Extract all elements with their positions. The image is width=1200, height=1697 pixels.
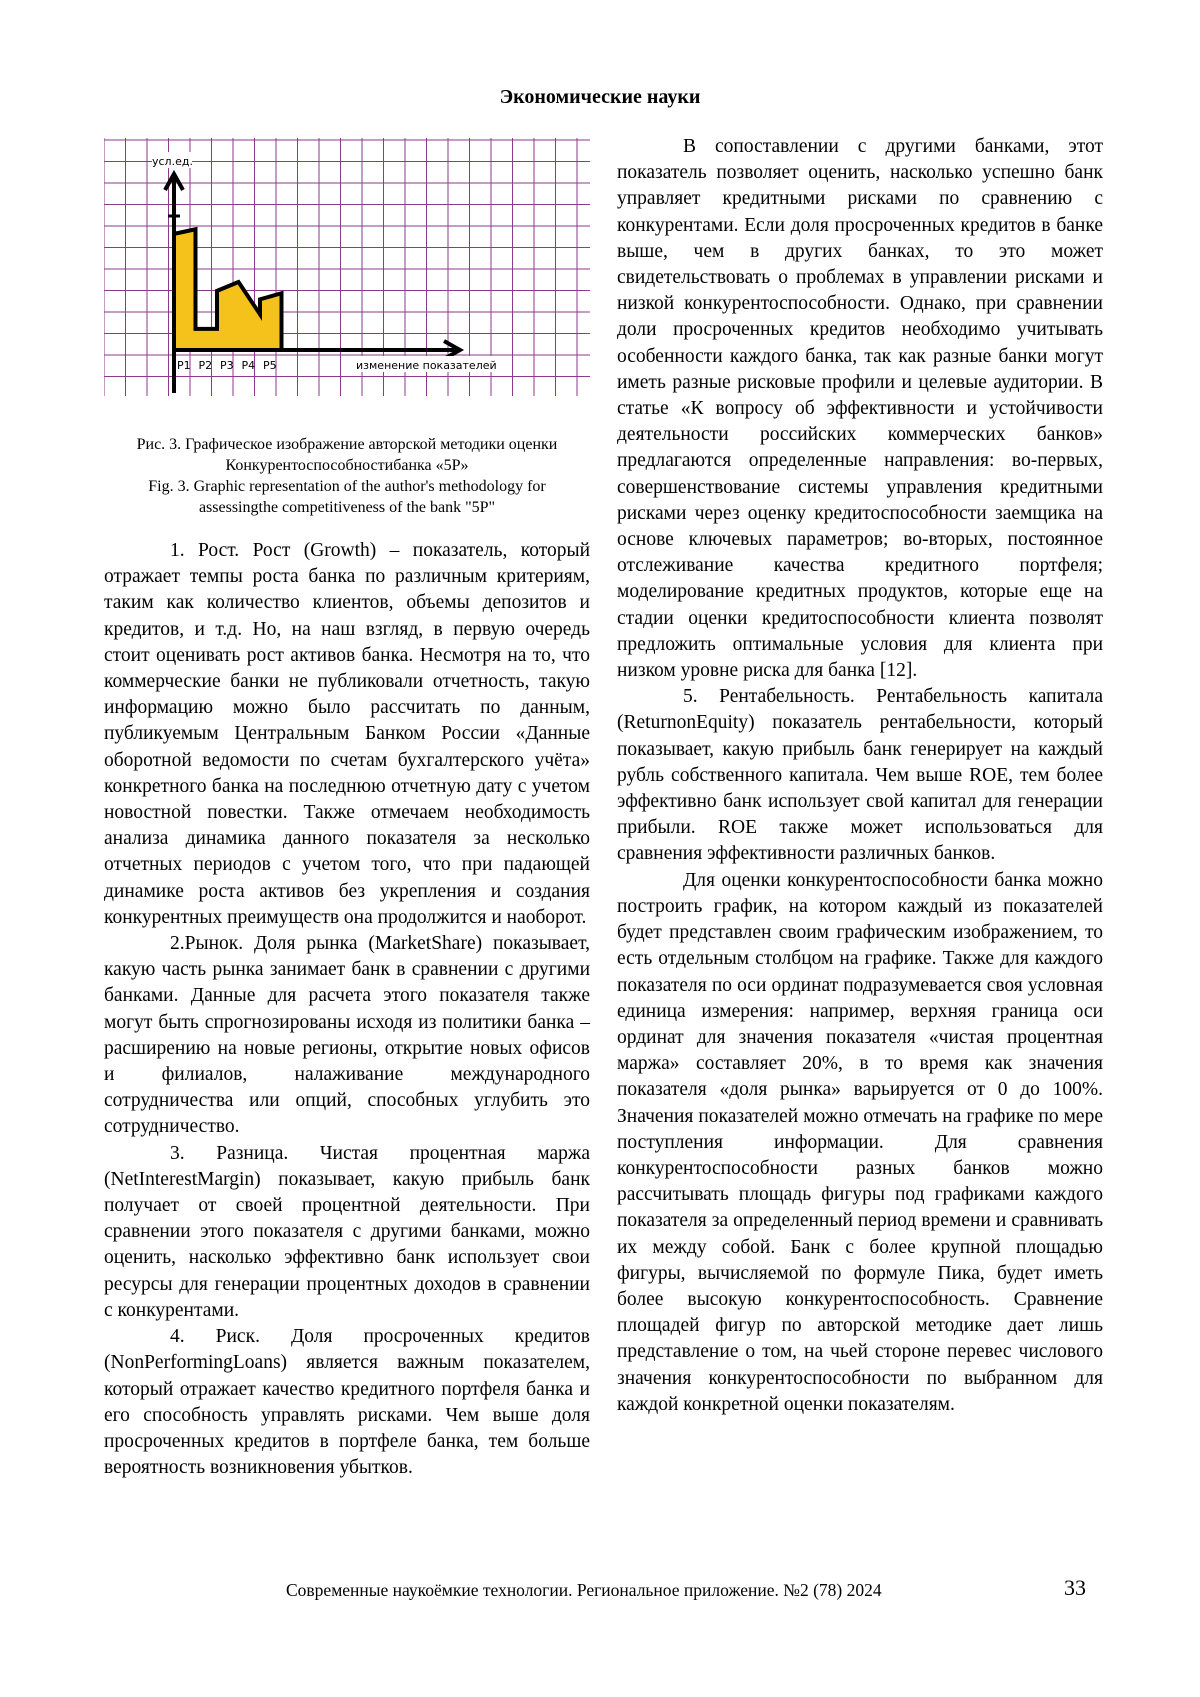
journal-footer: Современные наукоёмкие технологии. Региональное приложение. №2 (78) 2024 (286, 1580, 882, 1600)
paragraph-market: 2.Рынок. Доля рынка (MarketShare) показывает, какую часть рынка занимает банк в сравнении с другими банками. Данные для расчета этого показателя также могут быть спрогнозированы исходя из политики банка – расширению на новые регионы, открытие новых офисов и филиалов, налаживание международного сотрудничества или опций, способных углубить это сотрудничество. (104, 933, 590, 1138)
caption-ru-line1: Рис. 3. Графическое изображение авторской методики оценки (136, 436, 558, 453)
x-tick-label-p2: P2 (198, 359, 213, 372)
x-tick-labels (177, 359, 277, 372)
x-tick-label-p3: P3 (220, 359, 234, 372)
paragraph-growth: 1. Рост. Рост (Growth) – показатель, который отражает темпы роста банка по различным критериям, таким как количество клиентов, объемы депозитов и кредитов, и т.д. Но, на наш взгляд, в первую очередь стоит оценивать рост активов банка. Несмотря на то, что коммерческие банки не публиковали отчетность, такую информацию можно было рассчитать по данным, публикуемым Центральным Банком России «Данные оборотной ведомости по счетам бухгалтерского учёта» конкретного банка на последнюю отчетную дату с учетом новостной повестки. Также отмечаем необходимость анализа динамика данного показателя за несколько отчетных периодов с учетом того, что при падающей динамике роста активов без укрепления и создания конкурентных преимуществ она продолжится и наоборот. (104, 540, 590, 928)
caption-ru-line2: Конкурентоспособностибанка «5P» (225, 457, 469, 474)
caption-en-line2: assessingthe competitiveness of the bank "5P" (198, 499, 496, 516)
section-header: Экономические науки (499, 86, 701, 108)
paragraph-roe: 5. Рентабельность. Рентабельность капитала (ReturnonEquity) показатель рентабельности, который показывает, какую прибыль банк генерирует на каждый рубль собственного капитала. Чем выше ROE, тем более эффективно банк использует свой капитал для генерации прибыли. ROE также может использоваться для сравнения эффективности различных банков. (617, 686, 1103, 865)
figure-caption (104, 434, 590, 518)
page-number: 33 (1064, 1575, 1086, 1600)
caption-en-line1: Fig. 3. Graphic representation of the author's methodology for (148, 478, 546, 495)
right-column (617, 134, 1103, 1418)
paragraph-risk-continued: В сопоставлении с другими банками, этот показатель позволяет оценить, насколько успешно банк управляет кредитными рисками по сравнению с конкурентами. Если доля просроченных кредитов в банке выше, чем в других банках, то это может свидетельствовать о проблемах в управлении рисками и низкой конкурентоспособности. Однако, при сравнении доли просроченных кредитов необходимо учитывать особенности каждого банка, так как разные банки могут иметь разные рисковые профили и целевые аудитории. В статье «К вопросу об эффективности и устойчивости деятельности российских коммерческих банков» предлагаются определенные направления: во-первых, совершенствование системы управления кредитными рисками через оценку кредитоспособности заемщика на основе ключевых параметров; во-вторых, постоянное отслеживание качества кредитного портфеля; моделирование кредитных продуктов, которые еще на стадии оценки кредитоспособности клиента позволят предложить оптимальные условия для клиента при низком уровне риска для банка [12]. (617, 136, 1103, 682)
x-tick-label-p4: P4 (241, 359, 256, 372)
left-column (104, 538, 590, 1481)
y-axis-label: усл.ед. (152, 155, 193, 168)
figure-5p-chart (104, 138, 590, 428)
chart-svg (104, 138, 590, 428)
x-axis-label: изменение показателей (356, 359, 497, 372)
x-tick-label-p1: P1 (177, 359, 191, 372)
paragraph-risk: 4. Риск. Доля просроченных кредитов (NonPerformingLoans) является важным показателем, который отражает качество кредитного портфеля банка и его способность управлять рисками. Чем выше доля просроченных кредитов в портфеле банка, тем больше вероятность возникновения убытков. (104, 1326, 590, 1479)
x-tick-label-p5: P5 (263, 359, 277, 372)
paragraph-margin: 3. Разница. Чистая процентная маржа (NetInterestMargin) показывает, какую прибыль банк получает от своей процентной деятельности. При сравнении этого показателя с другими банками, можно оценить, насколько эффективно банк использует свои ресурсы для генерации процентных доходов в сравнении с конкурентами. (104, 1142, 590, 1321)
paragraph-method: Для оценки конкурентоспособности банка можно построить график, на котором каждый из показателей будет представлен своим графическим изображением, то есть отдельным столбцом на графике. Также для каждого показателя по оси ординат подразумевается своя условная единица измерения: например, верхняя граница оси ординат для значения показателя «чистая процентная маржа» составляет 20%, в то время как значения показателя «доля рынка» варьируется от 0 до 100%. Значения показателей можно отмечать на графике по мере поступления информации. Для сравнения конкурентоспособности разных банков можно рассчитывать площадь фигуры под графиками каждого показателя за определенный период времени и сравнивать их между собой. Банк с более крупной площадью фигуры, вычисляемой по формуле Пика, будет иметь более высокую конкурентоспособность. Сравнение площадей фигур по авторской методике дает лишь представление о том, на чьей стороне перевес числового значения конкурентоспособности по выбранном для каждой конкретной оценки показателям. (617, 869, 1103, 1415)
